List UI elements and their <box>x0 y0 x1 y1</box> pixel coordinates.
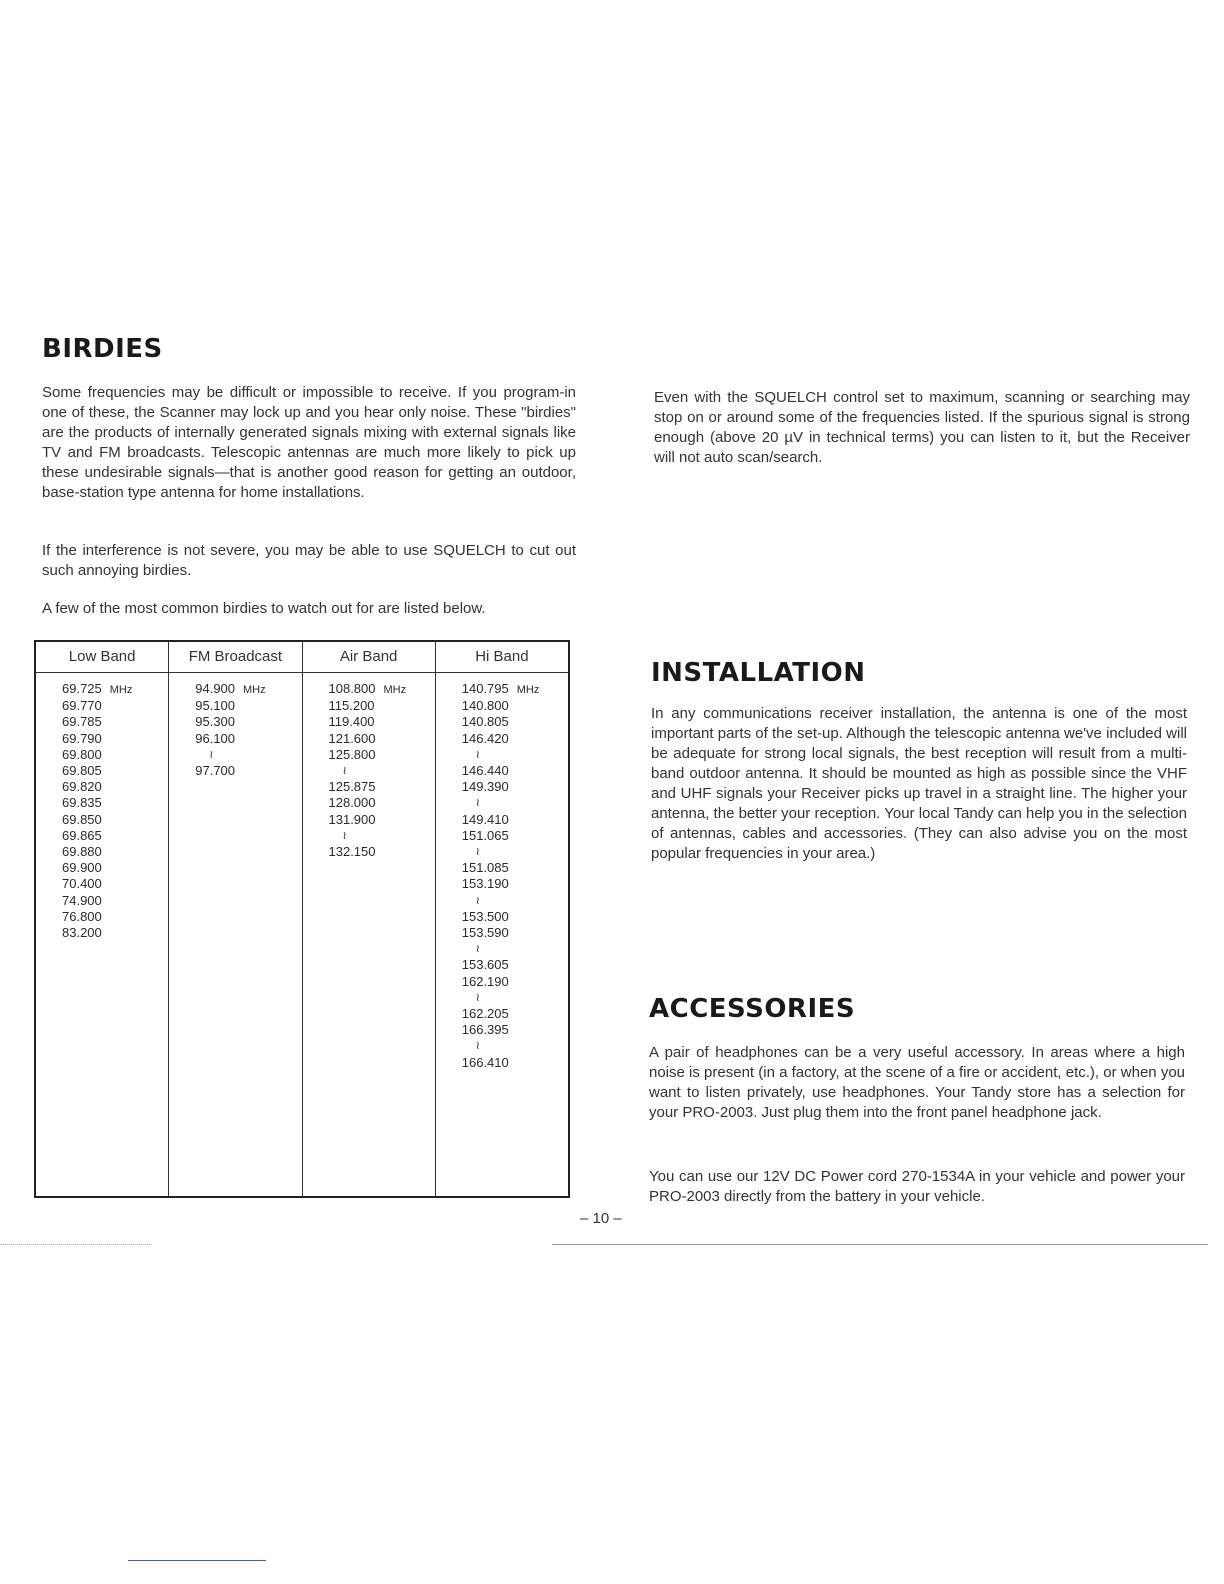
range-mark: ≀ <box>475 846 480 859</box>
footer-rule-left <box>0 1244 152 1245</box>
frequency-item: 149.390 <box>461 779 509 795</box>
range-mark: ≀ <box>342 829 347 842</box>
frequency-list-air-band <box>303 673 435 860</box>
range-mark: ≀ <box>209 748 214 761</box>
frequency-item: 140.795 MHz <box>461 681 540 696</box>
frequency-list-low-band <box>36 673 168 941</box>
frequency-item: 149.410 <box>461 811 509 827</box>
bottom-blue-rule <box>128 1560 266 1561</box>
frequency-item: 69.800 <box>62 746 102 762</box>
frequency-item: 128.000 <box>328 795 376 811</box>
frequency-item: 69.725 MHz <box>62 681 133 696</box>
frequency-item: 146.440 <box>461 763 509 779</box>
column-header-hi-band: Hi Band <box>436 642 568 673</box>
frequency-item: 131.900 <box>328 811 376 827</box>
frequency-item: 153.190 <box>461 876 509 892</box>
birdies-paragraph-3: A few of the most common birdies to watch out for are listed below. <box>42 600 486 617</box>
frequency-item: 69.805 <box>62 763 102 779</box>
range-mark: ≀ <box>475 797 480 810</box>
frequency-item: 69.880 <box>62 844 102 860</box>
table-column-fm-broadcast <box>169 642 302 1196</box>
footer-rule-right <box>552 1244 1208 1245</box>
table-column-air-band <box>303 642 436 1196</box>
range-mark: ≀ <box>342 765 347 778</box>
frequency-item: 95.300 <box>195 714 236 730</box>
frequency-item: 69.865 <box>62 827 102 843</box>
frequency-item: 151.065 <box>461 827 509 843</box>
column-header-low-band: Low Band <box>36 642 168 673</box>
frequency-item: 140.800 <box>461 698 509 714</box>
frequency-item: 69.790 <box>62 730 102 746</box>
frequency-item: 140.805 <box>461 714 509 730</box>
unit-label: MHz <box>243 684 266 696</box>
frequency-item: 153.500 <box>461 908 509 924</box>
birdies-frequency-table <box>34 640 570 1198</box>
range-mark: ≀ <box>475 991 480 1004</box>
frequency-item: 69.770 <box>62 698 102 714</box>
frequency-item: 162.190 <box>461 973 509 989</box>
accessories-paragraph-1: A pair of headphones can be a very useful accessory. In areas where a high noise is present (in a factory, at the scene of a fire or accident, etc.), or when you want to listen privately, use headphones. Your Tandy store has a selection for your PRO-2003. Just plug them into the front panel headphone jack. <box>649 1044 1185 1121</box>
unit-label: MHz <box>109 684 133 696</box>
frequency-item: 121.600 <box>328 730 376 746</box>
unit-label: MHz <box>383 684 407 696</box>
accessories-heading: ACCESSORIES <box>649 994 856 1024</box>
table-column-hi-band <box>436 642 568 1196</box>
frequency-item: 69.820 <box>62 779 102 795</box>
frequency-item: 166.410 <box>461 1054 509 1070</box>
frequency-item: 95.100 <box>195 698 236 714</box>
installation-paragraph: In any communications receiver installation, the antenna is one of the most important parts of the set-up. Although the telescopic antenna we've included will be adequate for strong local signals, the best reception will result from a multi-band outdoor antenna. It should be mounted as high as possible since the VHF and UHF signals your Receiver picks up travel in a straight line. The higher your antenna, the better your reception. Your local Tandy can help you in the selection of antennas, cables and accessories. (They can also advise you on the most popular frequencies in your area.) <box>651 705 1187 862</box>
unit-label: MHz <box>516 684 540 696</box>
squelch-note-paragraph: Even with the SQUELCH control set to maximum, scanning or searching may stop on or around some of the frequencies listed. If the spurious signal is strong enough (above 20 µV in technical terms) you can listen to it, but the Receiver will not auto scan/search. <box>654 389 1190 466</box>
frequency-item: 119.400 <box>328 714 375 730</box>
frequency-item: 125.800 <box>328 746 376 762</box>
frequency-item: 153.605 <box>461 957 509 973</box>
range-mark: ≀ <box>475 1040 480 1053</box>
frequency-item: 96.100 <box>195 730 236 746</box>
frequency-item: 162.205 <box>461 1006 509 1022</box>
birdies-paragraph-1: Some frequencies may be difficult or impossible to receive. If you program-in one of these, the Scanner may lock up and you hear only noise. These "birdies" are the products of internally generated signals mixing with external signals like TV and FM broadcasts. Telescopic antennas are much more likely to pick up these undesirable signals—that is another good reason for getting an outdoor, base-station type antenna for home installations. <box>42 384 576 501</box>
frequency-list-fm-broadcast <box>169 673 301 779</box>
frequency-item: 97.700 <box>195 763 236 779</box>
frequency-item: 74.900 <box>62 892 102 908</box>
installation-heading: INSTALLATION <box>651 658 866 688</box>
frequency-item: 69.850 <box>62 811 102 827</box>
birdies-paragraph-2: If the interference is not severe, you may be able to use SQUELCH to cut out such annoying birdies. <box>42 542 576 579</box>
accessories-paragraph-2: You can use our 12V DC Power cord 270-1534A in your vehicle and power your PRO-2003 directly from the battery in your vehicle. <box>649 1168 1185 1205</box>
frequency-item: 132.150 <box>328 844 376 860</box>
frequency-item: 83.200 <box>62 925 102 941</box>
frequency-item: 76.800 <box>62 908 102 924</box>
frequency-item: 69.785 <box>62 714 102 730</box>
frequency-item: 108.800 MHz <box>328 681 407 696</box>
frequency-item: 166.395 <box>461 1022 509 1038</box>
frequency-item: 125.875 <box>328 779 376 795</box>
frequency-item: 115.200 <box>328 698 375 714</box>
frequency-item: 70.400 <box>62 876 102 892</box>
page-number: – 10 – <box>580 1210 622 1227</box>
birdies-heading: BIRDIES <box>42 334 163 364</box>
range-mark: ≀ <box>475 943 480 956</box>
table-column-low-band <box>36 642 169 1196</box>
frequency-item: 151.085 <box>461 860 509 876</box>
column-header-fm-broadcast: FM Broadcast <box>169 642 301 673</box>
range-mark: ≀ <box>475 894 480 907</box>
frequency-item: 69.900 <box>62 860 102 876</box>
frequency-item: 153.590 <box>461 925 509 941</box>
frequency-list-hi-band <box>436 673 568 1071</box>
frequency-item: 69.835 <box>62 795 102 811</box>
range-mark: ≀ <box>475 748 480 761</box>
frequency-item: 94.900 MHz <box>195 681 266 696</box>
frequency-item: 146.420 <box>461 730 509 746</box>
column-header-air-band: Air Band <box>303 642 435 673</box>
